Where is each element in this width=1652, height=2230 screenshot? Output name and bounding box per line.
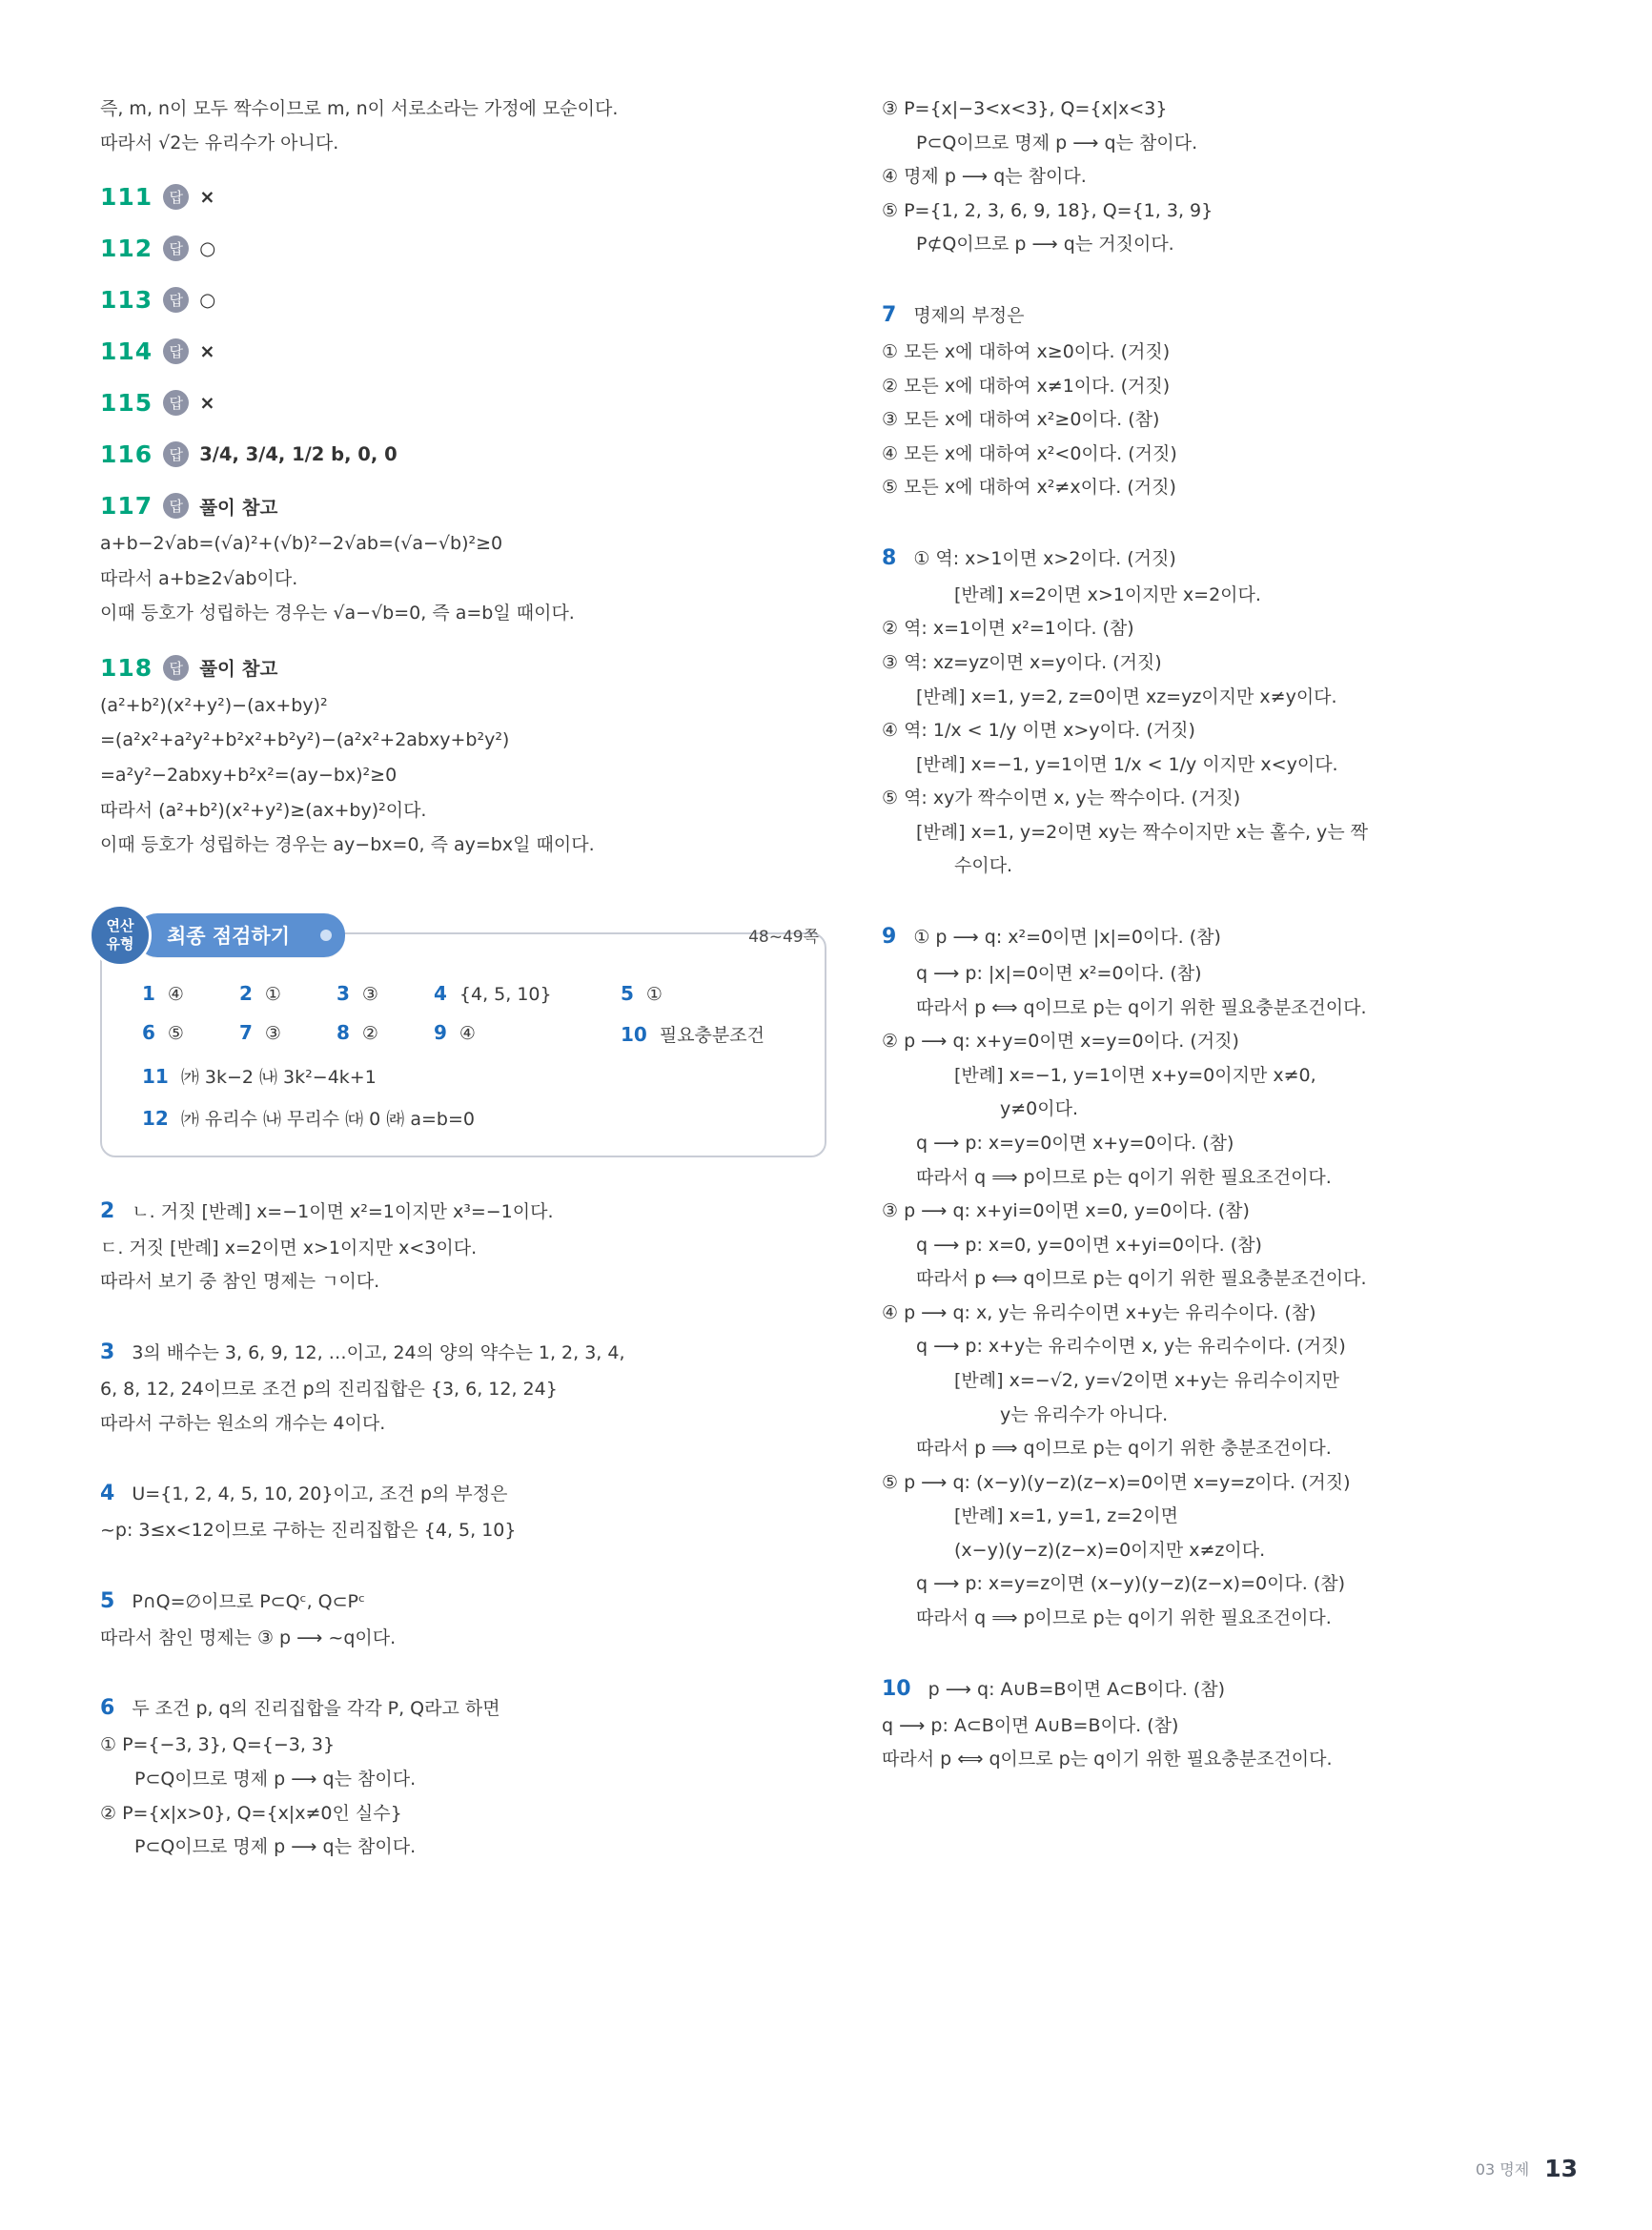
text-line: 따라서 p ⟹ q이므로 p는 q이기 위한 충분조건이다. bbox=[916, 1438, 1332, 1460]
checkpoint-answers-grid bbox=[142, 982, 800, 1047]
text-line: 따라서 p ⟺ q이므로 p는 q이기 위한 필요충분조건이다. bbox=[916, 1268, 1367, 1290]
answer-value: × bbox=[199, 186, 215, 209]
checkpoint-section bbox=[100, 917, 826, 1157]
problem-lines bbox=[100, 1622, 826, 1655]
text-line: P⊄Q이므로 p ⟶ q는 거짓이다. bbox=[916, 234, 1174, 256]
text-line: [반례] x=1, y=1, z=2이면 bbox=[954, 1505, 1178, 1527]
problem-number: 9 bbox=[882, 925, 897, 950]
text-line: ㄷ. 거짓 [반례] x=2이면 x>1이지만 x<3이다. bbox=[100, 1237, 478, 1258]
dap-badge-icon: 답 bbox=[163, 184, 189, 210]
problem-number: 4 bbox=[100, 1482, 115, 1506]
text-line: =(a²x²+a²y²+b²x²+b²y²)−(a²x²+2abxy+b²y²) bbox=[100, 729, 510, 751]
text-line: 따라서 p ⟺ q이므로 p는 q이기 위한 필요충분조건이다. bbox=[882, 1749, 1333, 1770]
problem-6-continuation bbox=[882, 92, 1585, 261]
quick-answer: 2 ① bbox=[239, 981, 281, 1005]
answer-value: 풀이 참고 bbox=[199, 496, 278, 519]
problem-lines bbox=[100, 1514, 826, 1547]
checkpoint-page-range: 48~49쪽 bbox=[748, 927, 819, 947]
text-line: 따라서 p ⟺ q이므로 p는 q이기 위한 필요충분조건이다. bbox=[916, 996, 1367, 1018]
checkpoint-header bbox=[89, 904, 345, 967]
problem-number: 10 bbox=[882, 1676, 911, 1701]
problem-first-line: 9 ① p ⟶ q: x²=0이면 |x|=0이다. (참) bbox=[882, 925, 1221, 950]
problem-8 bbox=[882, 540, 1585, 883]
answer-row-117 bbox=[100, 492, 826, 520]
text-line: 이때 등호가 성립하는 경우는 √a−√b=0, 즉 a=b일 때이다. bbox=[100, 603, 575, 624]
answer-row-112 bbox=[100, 235, 826, 262]
carryover-paragraph bbox=[100, 92, 826, 159]
text-line: 이때 등호가 성립하는 경우는 ay−bx=0, 즉 ay=bx일 때이다. bbox=[100, 834, 595, 856]
problem-first-line: 5 P∩Q=∅이므로 P⊂Qᶜ, Q⊂Pᶜ bbox=[100, 1588, 366, 1613]
answer-value: 풀이 참고 bbox=[199, 658, 278, 681]
answer-row-118 bbox=[100, 654, 826, 682]
quick-answer-12: 12 ㈎ 유리수 ㈏ 무리수 ㈐ 0 ㈑ a=b=0 bbox=[142, 1106, 475, 1130]
text-line: ① P={−3, 3}, Q={−3, 3} bbox=[100, 1734, 336, 1756]
quick-answer: 4 {4, 5, 10} bbox=[434, 981, 552, 1005]
problem-first-line: 2 ㄴ. 거짓 [반례] x=−1이면 x²=1이지만 x³=−1이다. bbox=[100, 1198, 554, 1223]
answer-value: × bbox=[199, 340, 215, 363]
answer-row-114 bbox=[100, 338, 826, 365]
text-line: 6, 8, 12, 24이므로 조건 p의 진리집합은 {3, 6, 12, 24} bbox=[100, 1379, 558, 1400]
problem-first-line: 4 U={1, 2, 4, 5, 10, 20}이고, 조건 p의 부정은 bbox=[100, 1482, 508, 1506]
quick-answer: 1 ④ bbox=[142, 981, 184, 1005]
text-line: 따라서 구하는 원소의 개수는 4이다. bbox=[100, 1412, 386, 1434]
text-line: ② p ⟶ q: x+y=0이면 x=y=0이다. (거짓) bbox=[882, 1031, 1239, 1053]
quick-answer: 5 ① bbox=[621, 981, 663, 1005]
text-line: (a²+b²)(x²+y²)−(ax+by)² bbox=[100, 694, 328, 716]
dap-badge-icon: 답 bbox=[163, 338, 189, 364]
problem-7 bbox=[882, 297, 1585, 504]
text-line: ③ 역: xz=yz이면 x=y이다. (거짓) bbox=[882, 652, 1162, 673]
answer-value: ○ bbox=[199, 289, 216, 312]
problem-number: 3 bbox=[100, 1340, 115, 1364]
text-line: ③ P={x|−3<x<3}, Q={x|x<3} bbox=[882, 98, 1168, 119]
text-line: ⑤ P={1, 2, 3, 6, 9, 18}, Q={1, 3, 9} bbox=[882, 199, 1214, 221]
badge-text-top: 연산 bbox=[106, 917, 134, 935]
text-line: [반례] x=−1, y=1이면 1/x < 1/y 이지만 x<y이다. bbox=[916, 753, 1338, 775]
text-line: =a²y²−2abxy+b²x²=(ay−bx)²≥0 bbox=[100, 765, 398, 787]
solution-lines bbox=[100, 689, 826, 862]
problem-first-line: 6 두 조건 p, q의 진리집합을 각각 P, Q라고 하면 bbox=[100, 1696, 500, 1721]
problem-6 bbox=[100, 1689, 826, 1863]
text-line: 수이다. bbox=[954, 855, 1013, 877]
dap-badge-icon: 답 bbox=[163, 390, 189, 416]
text-line: [반례] x=2이면 x>1이지만 x=2이다. bbox=[954, 583, 1261, 605]
problem-first-line: 8 ① 역: x>1이면 x>2이다. (거짓) bbox=[882, 545, 1176, 570]
checkpoint-title: 최종 점검하기 bbox=[136, 913, 345, 957]
badge-text-bottom: 유형 bbox=[106, 934, 134, 952]
text-line: ② 역: x=1이면 x²=1이다. (참) bbox=[882, 618, 1134, 640]
text-line: a+b−2√ab=(√a)²+(√b)²−2√ab=(√a−√b)²≥0 bbox=[100, 533, 503, 555]
answer-row-111 bbox=[100, 183, 826, 211]
answer-number: 111 bbox=[100, 183, 153, 212]
text-line: ④ 모든 x에 대하여 x²<0이다. (거짓) bbox=[882, 442, 1177, 464]
problem-number: 2 bbox=[100, 1198, 115, 1223]
text-line: ③ 모든 x에 대하여 x²≥0이다. (참) bbox=[882, 409, 1160, 431]
quick-answer-11: 11 ㈎ 3k−2 ㈏ 3k²−4k+1 bbox=[142, 1064, 377, 1088]
text-line: q ⟶ p: x+y는 유리수이면 x, y는 유리수이다. (거짓) bbox=[916, 1336, 1346, 1358]
problem-lines bbox=[100, 1729, 826, 1863]
answer-number: 114 bbox=[100, 338, 153, 366]
left-column bbox=[100, 92, 826, 1864]
answer-number: 115 bbox=[100, 389, 153, 418]
text-line: q ⟶ p: x=y=0이면 x+y=0이다. (참) bbox=[916, 1132, 1234, 1154]
dap-badge-icon: 답 bbox=[163, 441, 189, 467]
quick-answer: 3 ③ bbox=[337, 981, 378, 1005]
text-line: [반례] x=−1, y=1이면 x+y=0이지만 x≠0, bbox=[954, 1064, 1316, 1086]
text-line: q ⟶ p: x=y=z이면 (x−y)(y−z)(z−x)=0이다. (참) bbox=[916, 1573, 1346, 1595]
dap-badge-icon: 답 bbox=[163, 655, 189, 681]
answer-value: 3/4, 3/4, 1/2 b, 0, 0 bbox=[199, 443, 398, 466]
text-line: ⑤ 역: xy가 짝수이면 x, y는 짝수이다. (거짓) bbox=[882, 788, 1241, 809]
text-line: 따라서 q ⟹ p이므로 p는 q이기 위한 필요조건이다. bbox=[916, 1607, 1332, 1629]
answer-value: ○ bbox=[199, 237, 216, 260]
text-line: P⊂Q이므로 명제 p ⟶ q는 참이다. bbox=[134, 1768, 417, 1790]
text-line: [반례] x=1, y=2이면 xy는 짝수이지만 x는 홀수, y는 짝 bbox=[916, 821, 1369, 843]
problem-lines bbox=[882, 1709, 1585, 1776]
text-line: ④ 명제 p ⟶ q는 참이다. bbox=[882, 166, 1087, 188]
problem-4 bbox=[100, 1475, 826, 1547]
text-line: 따라서 보기 중 참인 명제는 ㄱ이다. bbox=[100, 1271, 380, 1293]
problem-lines bbox=[100, 1232, 826, 1299]
text-line: ① 모든 x에 대하여 x≥0이다. (거짓) bbox=[882, 340, 1171, 362]
problem-lines bbox=[882, 957, 1585, 1635]
answer-number: 112 bbox=[100, 235, 153, 263]
text-line: 따라서 a+b≥2√ab이다. bbox=[100, 567, 298, 589]
solution-lines bbox=[100, 527, 826, 630]
text-line: P⊂Q이므로 명제 p ⟶ q는 참이다. bbox=[134, 1836, 417, 1858]
text-line: [반례] x=−√2, y=√2이면 x+y는 유리수이지만 bbox=[954, 1370, 1339, 1392]
answer-number: 113 bbox=[100, 286, 153, 315]
solution-117 bbox=[100, 492, 826, 630]
problem-first-line: 3 3의 배수는 3, 6, 9, 12, …이고, 24의 양의 약수는 1, 2, 3, 4, bbox=[100, 1340, 625, 1364]
dap-badge-icon: 답 bbox=[163, 493, 189, 519]
problem-lines bbox=[882, 336, 1585, 504]
text-line: ⑤ p ⟶ q: (x−y)(y−z)(z−x)=0이면 x=y=z이다. (거짓) bbox=[882, 1471, 1351, 1493]
dap-badge-icon: 답 bbox=[163, 287, 189, 313]
text-line: ⑤ 모든 x에 대하여 x²≠x이다. (거짓) bbox=[882, 477, 1176, 499]
dap-badge-icon: 답 bbox=[163, 235, 189, 261]
problem-5 bbox=[100, 1583, 826, 1655]
problem-first-line: 7 명제의 부정은 bbox=[882, 302, 1025, 327]
right-column bbox=[882, 92, 1585, 1864]
quick-answer: 9 ④ bbox=[434, 1020, 476, 1044]
answer-row-113 bbox=[100, 286, 826, 314]
problem-number: 6 bbox=[100, 1696, 115, 1721]
answer-number: 117 bbox=[100, 492, 153, 521]
answer-number: 116 bbox=[100, 440, 153, 469]
two-column-layout bbox=[100, 92, 1585, 1864]
text-line: 따라서 참인 명제는 ③ p ⟶ ~q이다. bbox=[100, 1626, 397, 1648]
problem-3 bbox=[100, 1334, 826, 1440]
page-footer bbox=[1476, 2155, 1578, 2182]
problem-number: 5 bbox=[100, 1588, 115, 1613]
text-line: 즉, m, n이 모두 짝수이므로 m, n이 서로소라는 가정에 모순이다. bbox=[100, 98, 619, 119]
problem-number: 7 bbox=[882, 302, 897, 327]
text-line: q ⟶ p: |x|=0이면 x²=0이다. (참) bbox=[916, 963, 1202, 985]
quick-answer: 7 ③ bbox=[239, 1020, 281, 1044]
quick-answer: 8 ② bbox=[337, 1020, 378, 1044]
text-line: y는 유리수가 아니다. bbox=[1000, 1403, 1169, 1425]
problem-2 bbox=[100, 1193, 826, 1299]
text-line: y≠0이다. bbox=[1000, 1098, 1079, 1120]
text-line: 따라서 √2는 유리수가 아니다. bbox=[100, 132, 339, 153]
text-line: (x−y)(y−z)(z−x)=0이지만 x≠z이다. bbox=[954, 1539, 1266, 1561]
text-line: P⊂Q이므로 명제 p ⟶ q는 참이다. bbox=[916, 132, 1198, 153]
problem-10 bbox=[882, 1670, 1585, 1776]
problem-9 bbox=[882, 918, 1585, 1635]
quick-answer: 10 필요충분조건 bbox=[621, 1022, 765, 1046]
problem-lines bbox=[882, 579, 1585, 883]
text-line: ② 모든 x에 대하여 x≠1이다. (거짓) bbox=[882, 375, 1171, 397]
text-line: [반례] x=1, y=2, z=0이면 xz=yz이지만 x≠y이다. bbox=[916, 685, 1337, 707]
text-line: ④ 역: 1/x < 1/y 이면 x>y이다. (거짓) bbox=[882, 720, 1195, 742]
text-line: ③ p ⟶ q: x+yi=0이면 x=0, y=0이다. (참) bbox=[882, 1200, 1250, 1222]
pill-dot-icon bbox=[320, 930, 332, 941]
problem-first-line: 10 p ⟶ q: A∪B=B이면 A⊂B이다. (참) bbox=[882, 1676, 1226, 1701]
problem-lines bbox=[100, 1373, 826, 1440]
text-line: ~p: 3≤x<12이므로 구하는 진리집합은 {4, 5, 10} bbox=[100, 1520, 517, 1542]
text-line: 따라서 q ⟹ p이므로 p는 q이기 위한 필요조건이다. bbox=[916, 1166, 1332, 1188]
problem-number: 8 bbox=[882, 545, 897, 570]
text-line: q ⟶ p: A⊂B이면 A∪B=B이다. (참) bbox=[882, 1714, 1179, 1736]
page-number: 13 bbox=[1544, 2155, 1578, 2182]
answer-row-116 bbox=[100, 440, 826, 468]
exercise-type-badge-icon bbox=[89, 904, 152, 967]
answer-row-115 bbox=[100, 389, 826, 417]
solution-118 bbox=[100, 654, 826, 862]
chapter-label: 03 명제 bbox=[1475, 2160, 1530, 2179]
text-line: ② P={x|x>0}, Q={x|x≠0인 실수} bbox=[100, 1802, 402, 1824]
answer-value: × bbox=[199, 392, 215, 415]
quick-answer: 6 ⑤ bbox=[142, 1020, 184, 1044]
text-line: 따라서 (a²+b²)(x²+y²)≥(ax+by)²이다. bbox=[100, 799, 427, 821]
text-line: q ⟶ p: x=0, y=0이면 x+yi=0이다. (참) bbox=[916, 1234, 1262, 1256]
answer-number: 118 bbox=[100, 653, 153, 682]
text-line: ④ p ⟶ q: x, y는 유리수이면 x+y는 유리수이다. (참) bbox=[882, 1301, 1316, 1323]
